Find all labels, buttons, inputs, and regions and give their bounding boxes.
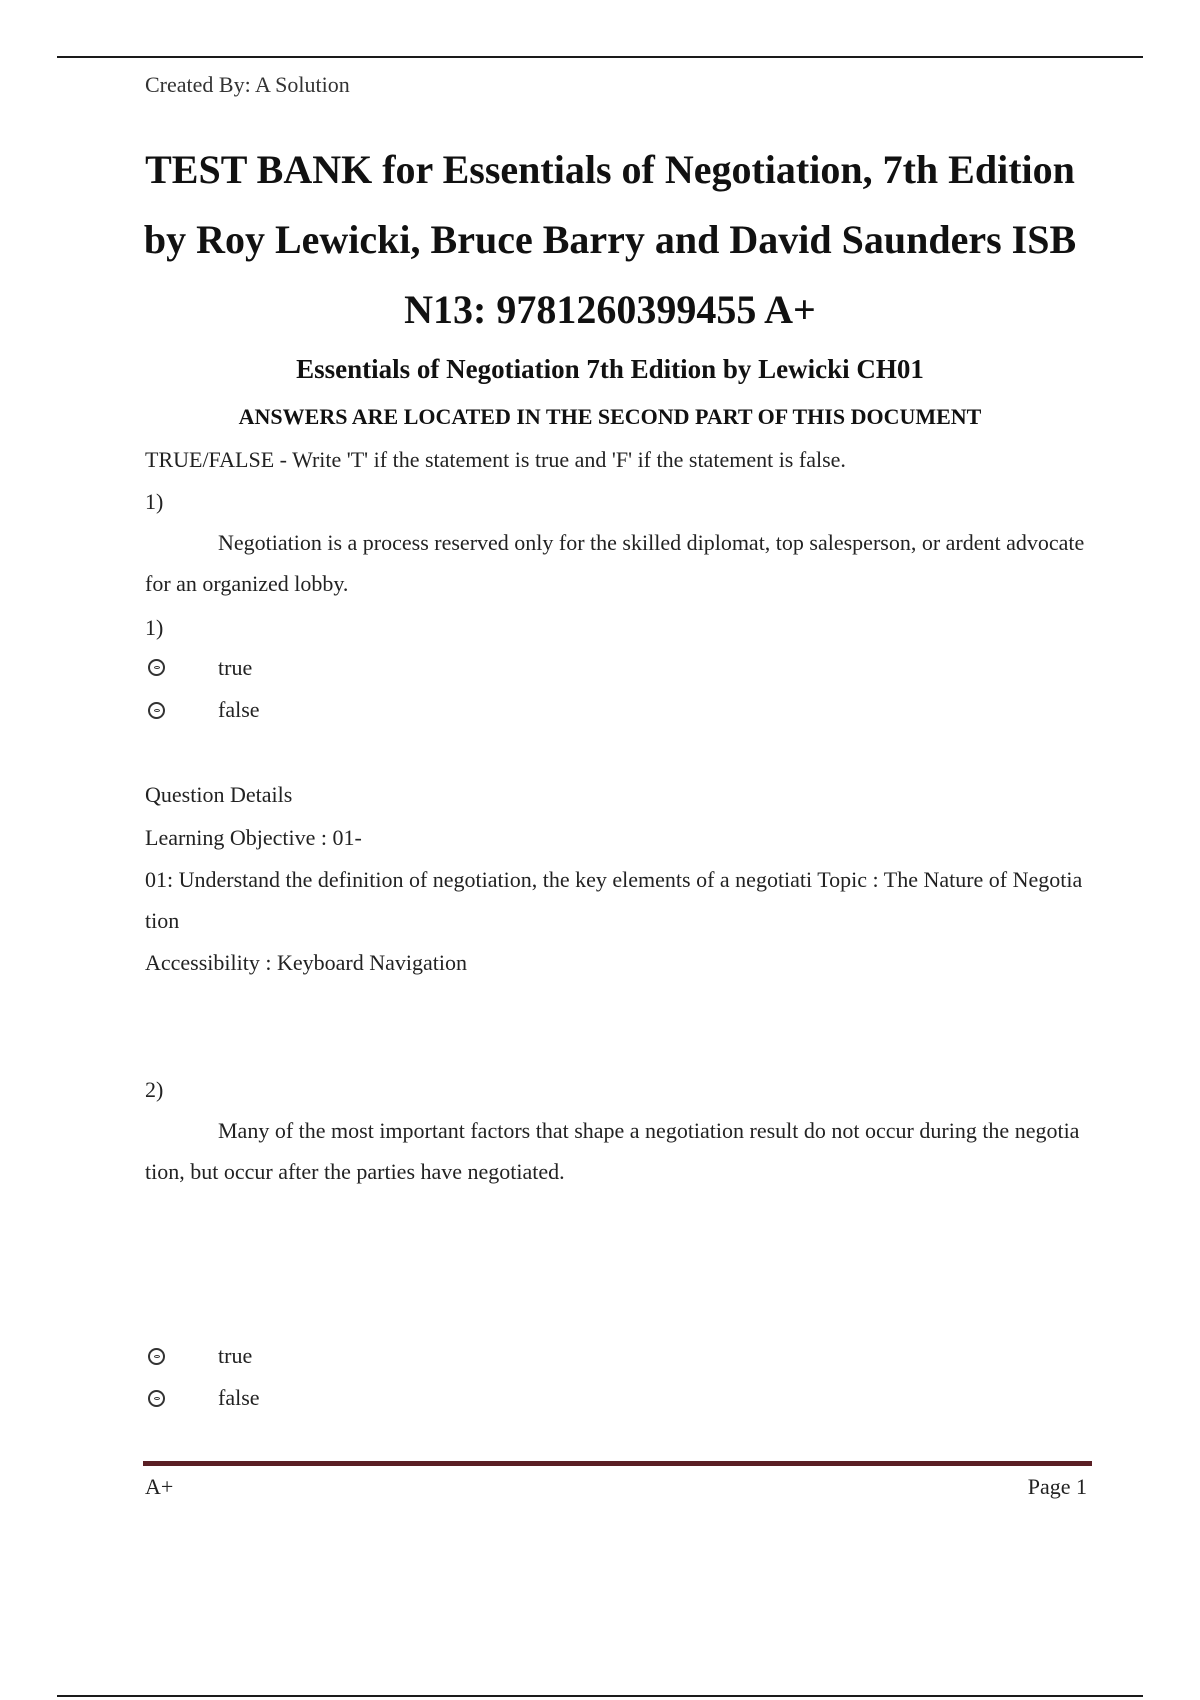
learning-objective: Learning Objective : 01- <box>145 825 362 850</box>
chapter-subtitle: Essentials of Negotiation 7th Edition by Lewicki CH01 <box>296 354 924 384</box>
created-by-label: Created By: A Solution <box>145 72 350 97</box>
footer-bar <box>143 1461 1092 1466</box>
q1-option-false-label: false <box>218 697 260 722</box>
title-line-1: TEST BANK for Essentials of Negotiation, 7th Edition <box>145 147 1075 192</box>
bottom-rule <box>57 1695 1143 1697</box>
document-title <box>140 135 1080 345</box>
footer-left-text: A+ <box>145 1474 174 1499</box>
question-1-text: Negotiation is a process reserved only for the skilled diplomat, top salesperson, or ardent advocate for an organized lobby. <box>145 530 1085 596</box>
answers-notice: ANSWERS ARE LOCATED IN THE SECOND PART OF THIS DOCUMENT <box>238 404 982 429</box>
instructions-text: TRUE/FALSE - Write 'T' if the statement is true and 'F' if the statement is false. <box>145 447 846 472</box>
question-1-number: 1) <box>145 489 164 514</box>
accessibility-note: Accessibility : Keyboard Navigation <box>145 950 467 975</box>
q2-option-false-label: false <box>218 1385 260 1410</box>
question-1-answer-number: 1) <box>145 615 164 640</box>
question-2-number: 2) <box>145 1077 164 1102</box>
title-line-2: by Roy Lewicki, Bruce Barry and David Saunders ISB <box>143 217 1077 262</box>
q1-option-true-label: true <box>218 655 253 680</box>
question-details-heading: Question Details <box>145 782 293 807</box>
q1-option-true-radio[interactable] <box>148 659 165 676</box>
q1-option-false-radio[interactable] <box>148 702 165 719</box>
q2-option-true-radio[interactable] <box>148 1348 165 1365</box>
q2-option-false-radio[interactable] <box>148 1390 165 1407</box>
page-number: Page 1 <box>1027 1474 1087 1499</box>
title-line-3: N13: 9781260399455 A+ <box>404 287 816 332</box>
question-2-text: Many of the most important factors that shape a negotiation result do not occur during the negotiation, but occur after the parties have negotiated. <box>145 1118 1080 1184</box>
top-rule <box>57 56 1143 58</box>
q2-option-true-label: true <box>218 1343 253 1368</box>
objective-and-topic: 01: Understand the definition of negotiation, the key elements of a negotiati Topic : The Nature of Negotiation <box>145 867 1083 933</box>
